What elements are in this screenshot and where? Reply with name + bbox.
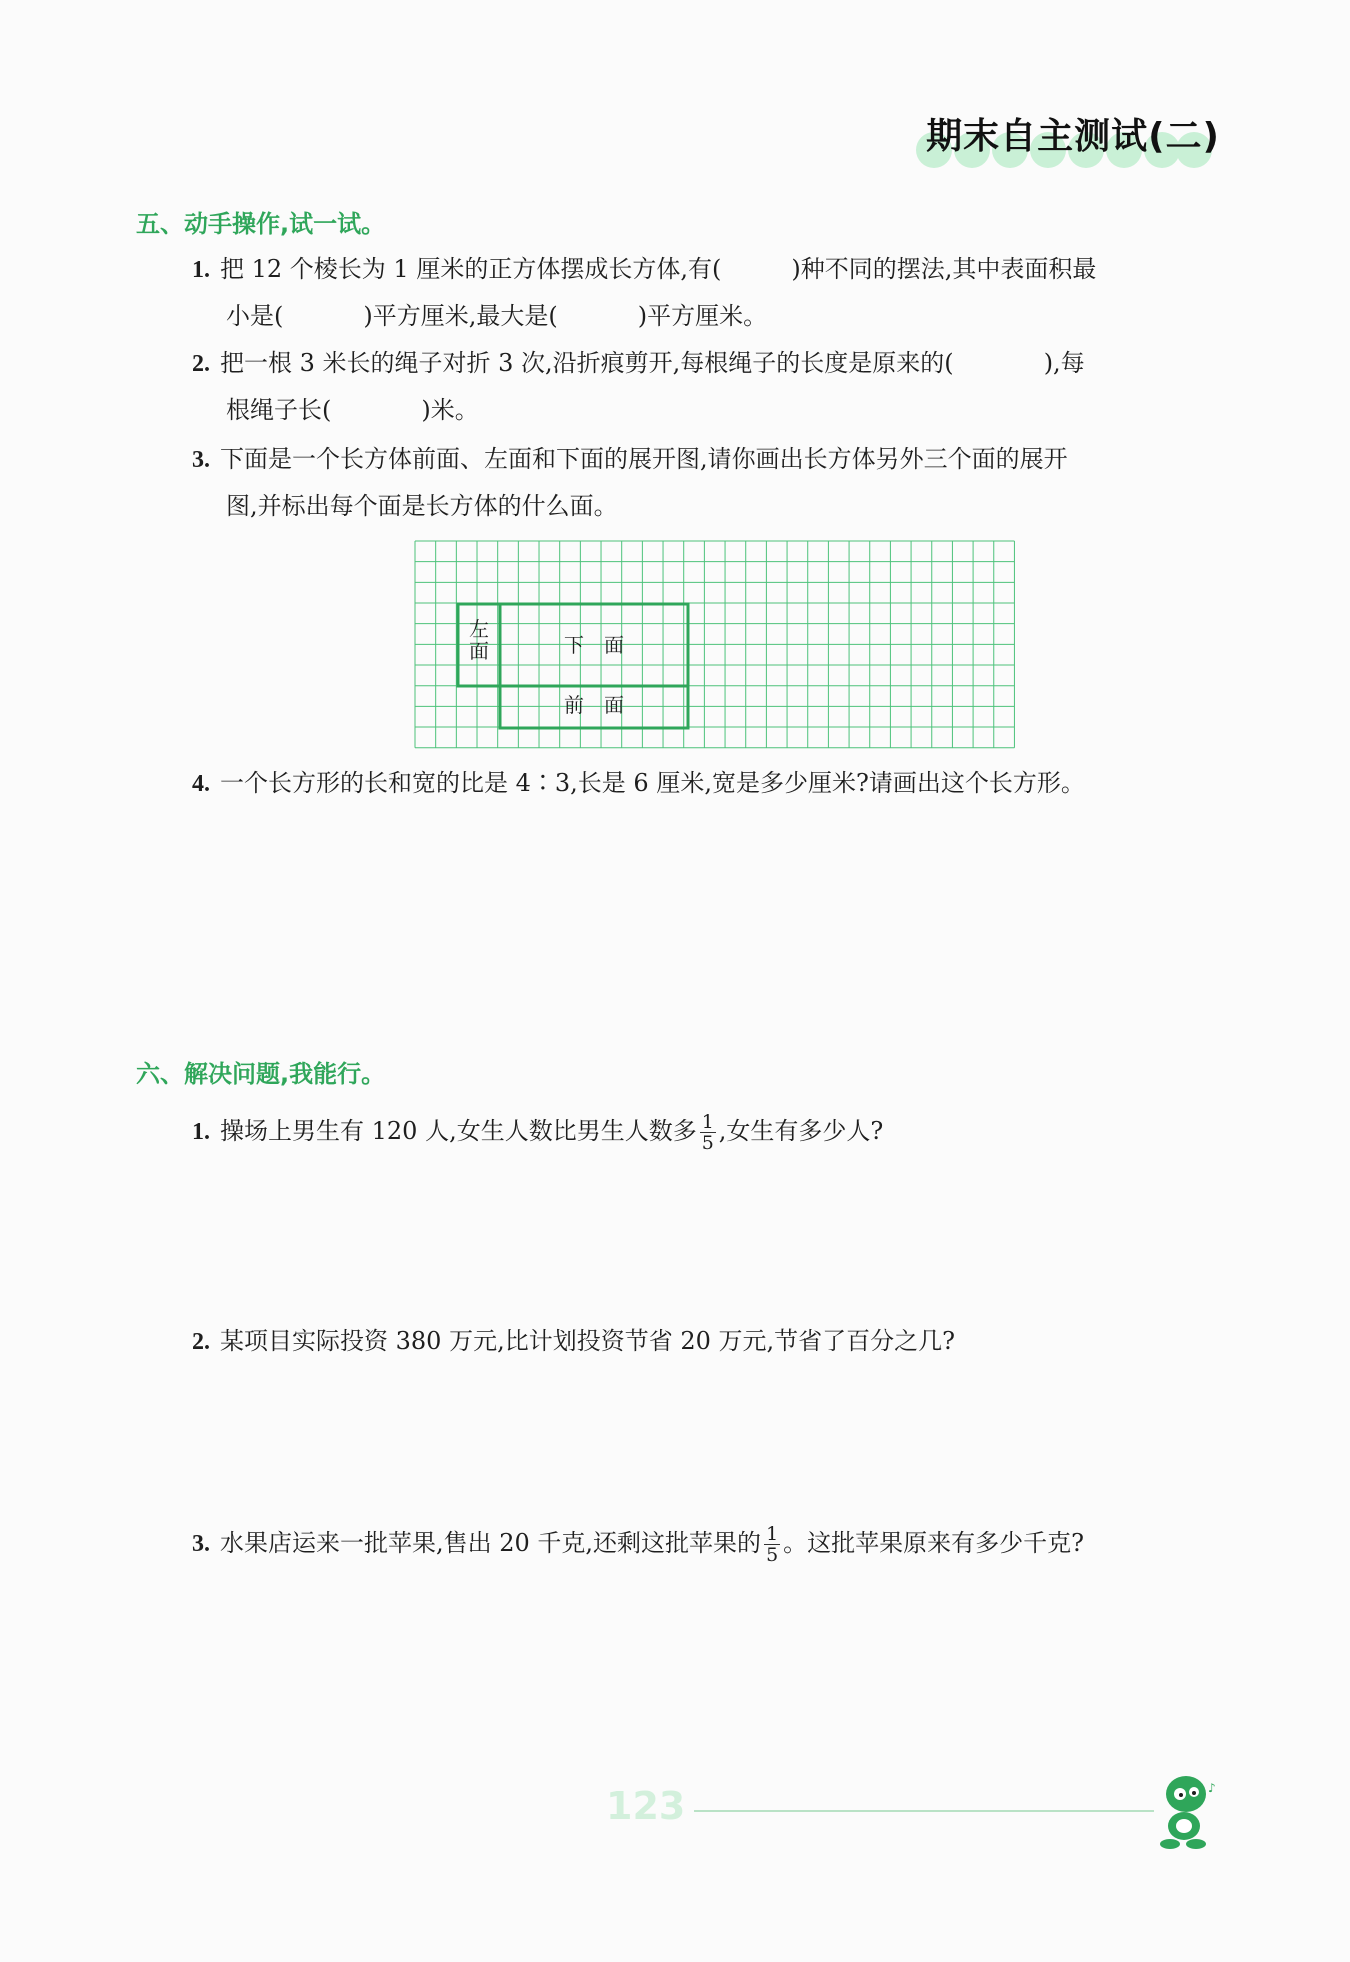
s6-question-1 [192,1108,1232,1155]
bottom-face-label: 下 面 [564,633,624,657]
grid-lines [415,541,1014,748]
question-text: 根绳子长( [226,396,332,424]
question-text: 水果店运来一批苹果,售出 20 千克,还剩这批苹果的 [220,1529,762,1557]
question-text: 把一根 3 米长的绳子对折 3 次,沿折痕剪开,每根绳子的长度是原来的( [220,349,954,377]
title-block [926,108,1220,159]
question-text: ),每 [1043,349,1085,377]
question-text: 图,并标出每个面是长方体的什么面。 [226,492,618,520]
question-number: 2. [192,351,210,377]
footer-rule [694,1810,1154,1812]
question-number: 1. [192,1119,210,1145]
front-face-label: 前 面 [564,693,624,717]
section6-heading: 六、解决问题,我能行。 [136,1060,386,1088]
question-text: 把 12 个棱长为 1 厘米的正方体摆成长方体,有( [220,255,722,283]
mascot-icon [1152,1770,1222,1850]
s5-question-1 [192,246,1232,339]
net-grid[interactable] [414,540,1026,754]
s5-question-4 [192,760,1232,807]
question-number: 2. [192,1329,210,1355]
question-text: 小是( [226,302,284,330]
question-text: 操场上男生有 120 人,女生人数比男生人数多 [220,1117,697,1145]
fraction-numerator: 1 [701,1111,714,1133]
fraction [700,1112,716,1153]
question-number: 1. [192,257,210,283]
left-face-label-top: 左 [469,617,489,641]
grid-paper[interactable] [414,540,1026,750]
question-text: )平方厘米,最大是( [363,302,558,330]
note-glyph: ♪ [1208,1781,1216,1795]
left-face-label-bottom: 面 [469,639,489,663]
question-number: 3. [192,447,210,473]
page-number: 123 [606,1784,686,1828]
s6-question-3 [192,1520,1232,1567]
fraction-denominator: 5 [766,1544,779,1566]
fraction-denominator: 5 [701,1132,714,1154]
question-text: )米。 [421,396,479,424]
question-text: 一个长方形的长和宽的比是 4∶3,长是 6 厘米,宽是多少厘米?请画出这个长方形。 [220,769,1085,797]
question-number: 3. [192,1531,210,1557]
question-text: 下面是一个长方体前面、左面和下面的展开图,请你画出长方体另外三个面的展开 [220,445,1068,473]
page-title: 期末自主测试(二) [926,116,1220,157]
question-text: 某项目实际投资 380 万元,比计划投资节省 20 万元,节省了百分之几? [220,1327,955,1355]
s5-question-2 [192,340,1232,433]
question-text: )种不同的摆法,其中表面积最 [791,255,1097,283]
question-text: )平方厘米。 [637,302,768,330]
question-text: ,女生有多少人? [718,1117,884,1145]
section5-heading: 五、动手操作,试一试。 [136,210,386,238]
s5-question-3 [192,436,1232,529]
question-text: 。这批苹果原来有多少千克? [783,1529,1085,1557]
fraction-numerator: 1 [766,1523,779,1545]
fraction [764,1524,780,1565]
s6-question-2 [192,1318,1232,1365]
question-number: 4. [192,771,210,797]
